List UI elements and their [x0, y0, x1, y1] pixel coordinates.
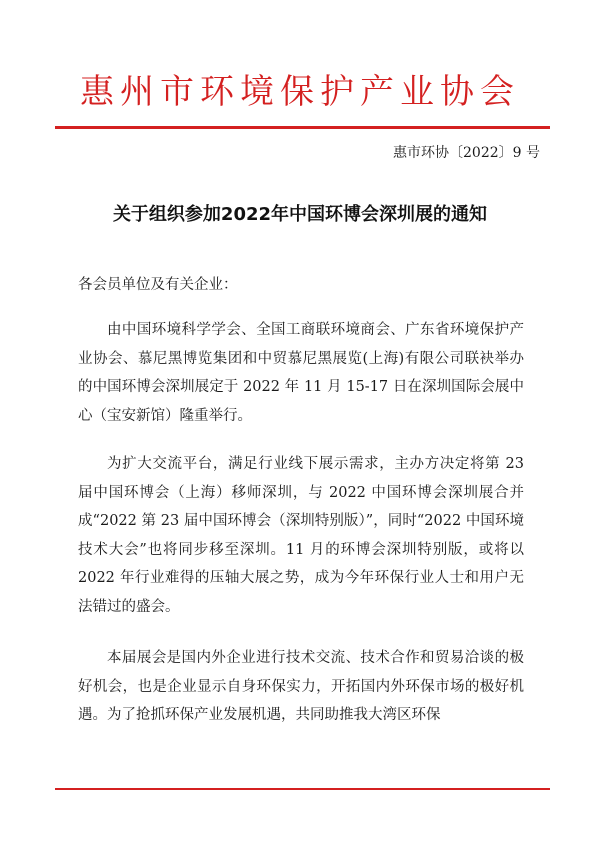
body-paragraph-1: 由中国环境科学学会、全国工商联环境商会、广东省环境保护产业协会、慕尼黑博览集团和中贸慕尼黑展览(上海)有限公司联袂举办的中国环博会深圳展定于 2022 年 11 月 15-17 日在深圳国际会展中心（宝安新馆）隆重举行。 — [78, 322, 524, 424]
body-paragraph-2: 为扩大交流平台，满足行业线下展示需求，主办方决定将第 23 届中国环博会（上海）移师深圳，与 2022 中国环博会深圳展合并成“2022 第 23 届中国环博会（深圳特别版）”，同时“2022 中国环境技术大会”也将同步移至深圳。11 月的环博会深圳特别版，或将以 2022 年行业难得的压轴大展之势，成为今年环保行业人士和用户无法错过的盛会。 — [78, 456, 524, 615]
body-paragraph-3: 本届展会是国内外企业进行技术交流、技术合作和贸易洽谈的极好机会，也是企业显示自身环保实力，开拓国内外环保市场的极好机遇。为了抢抓环保产业发展机遇，共同助推我大湾区环保 — [78, 650, 524, 724]
red-divider-bottom — [55, 788, 550, 790]
organization-title: 惠州市环境保护产业协会 — [80, 72, 520, 112]
red-divider-top — [55, 126, 550, 129]
salutation: 各会员单位及有关企业： — [78, 277, 238, 293]
notice-title: 关于组织参加2022年中国环博会深圳展的通知 — [112, 204, 488, 225]
document-number: 惠市环协〔2022〕9 号 — [393, 145, 540, 161]
